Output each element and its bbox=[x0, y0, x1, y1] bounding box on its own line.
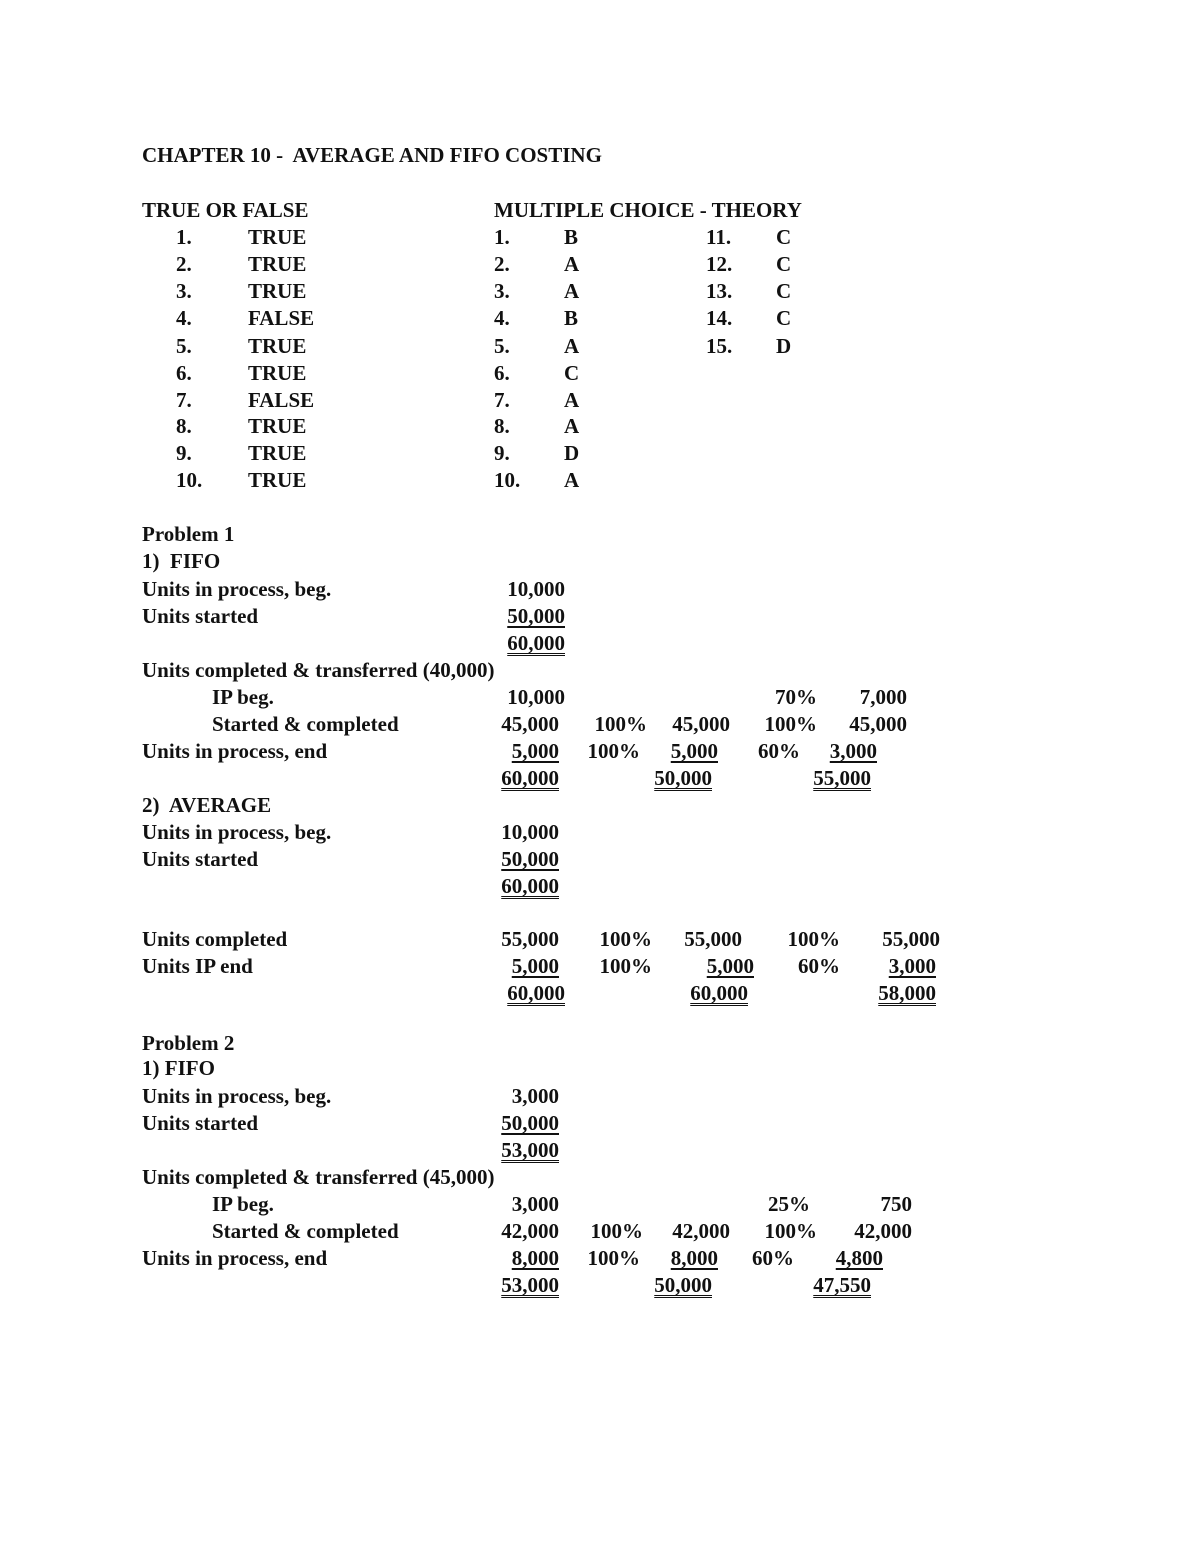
units-total: 60,000 bbox=[501, 766, 559, 790]
tf-answer: TRUE bbox=[248, 252, 307, 276]
equivalent-units: 42,000 bbox=[854, 1219, 912, 1243]
equivalent-units-total: 60,000 bbox=[690, 981, 748, 1005]
row-label: Started & completed bbox=[212, 1219, 399, 1243]
mc-answer: C bbox=[776, 306, 792, 330]
units-total: 53,000 bbox=[501, 1273, 559, 1297]
mc-answer: C bbox=[564, 361, 580, 385]
mc-num: 7. bbox=[494, 388, 510, 412]
mc-answer: C bbox=[776, 279, 792, 303]
percent-value: 100% bbox=[594, 712, 647, 736]
row-label: Units completed & transferred (40,000) bbox=[142, 658, 495, 682]
units-value: 50,000 bbox=[507, 604, 565, 628]
percent-value: 100% bbox=[764, 712, 817, 736]
mc-num: 8. bbox=[494, 414, 510, 438]
equivalent-units-total: 55,000 bbox=[813, 766, 871, 790]
mc-num: 3. bbox=[494, 279, 510, 303]
equivalent-units-total: 50,000 bbox=[654, 766, 712, 790]
percent-value: 60% bbox=[752, 1246, 794, 1270]
mc-answer: A bbox=[564, 279, 580, 303]
equivalent-units-total: 47,550 bbox=[813, 1273, 871, 1297]
row-label: Units in process, beg. bbox=[142, 820, 332, 844]
row-label: Units in process, end bbox=[142, 1246, 328, 1270]
units-value: 50,000 bbox=[501, 847, 559, 871]
mc-answer: B bbox=[564, 306, 579, 330]
mc-num: 9. bbox=[494, 441, 510, 465]
mc-num: 13. bbox=[706, 279, 733, 303]
tf-answer: TRUE bbox=[248, 334, 307, 358]
mc-num: 11. bbox=[706, 225, 732, 249]
units-value: 10,000 bbox=[507, 577, 565, 601]
row-label: IP beg. bbox=[212, 1192, 274, 1216]
equivalent-units: 55,000 bbox=[882, 927, 940, 951]
row-label: Units in process, beg. bbox=[142, 1084, 332, 1108]
mc-num: 4. bbox=[494, 306, 510, 330]
units-total: 53,000 bbox=[501, 1138, 559, 1162]
units-value: 5,000 bbox=[511, 739, 559, 763]
percent-value: 60% bbox=[798, 954, 840, 978]
row-label: Units started bbox=[142, 847, 259, 871]
mc-answer: D bbox=[564, 441, 580, 465]
units-value: 45,000 bbox=[501, 712, 559, 736]
equivalent-units: 42,000 bbox=[672, 1219, 730, 1243]
problem-heading: Problem 2 bbox=[142, 1031, 235, 1055]
tf-answer: TRUE bbox=[248, 441, 307, 465]
row-label: Started & completed bbox=[212, 712, 399, 736]
problem-heading: Problem 1 bbox=[142, 522, 235, 546]
mc-num: 1. bbox=[494, 225, 510, 249]
mc-num: 2. bbox=[494, 252, 510, 276]
equivalent-units: 750 bbox=[880, 1192, 912, 1216]
tf-answer: TRUE bbox=[248, 279, 307, 303]
equivalent-units: 5,000 bbox=[670, 739, 718, 763]
row-label: Units IP end bbox=[142, 954, 253, 978]
units-value: 10,000 bbox=[501, 820, 559, 844]
row-label: Units started bbox=[142, 604, 259, 628]
fifo-heading: 1) FIFO bbox=[142, 549, 221, 573]
tf-answer: FALSE bbox=[248, 306, 315, 330]
mc-num: 5. bbox=[494, 334, 510, 358]
equivalent-units-total: 50,000 bbox=[654, 1273, 712, 1297]
row-label: IP beg. bbox=[212, 685, 274, 709]
tf-num: 5. bbox=[176, 334, 192, 358]
tf-num: 6. bbox=[176, 361, 192, 385]
multiple-choice-heading: MULTIPLE CHOICE - THEORY bbox=[494, 198, 802, 222]
equivalent-units-total: 58,000 bbox=[878, 981, 936, 1005]
percent-value: 100% bbox=[587, 739, 640, 763]
units-value: 3,000 bbox=[511, 1084, 559, 1108]
mc-num: 14. bbox=[706, 306, 733, 330]
percent-value: 100% bbox=[590, 1219, 643, 1243]
tf-answer: TRUE bbox=[248, 468, 307, 492]
row-label: Units completed & transferred (45,000) bbox=[142, 1165, 495, 1189]
mc-answer: A bbox=[564, 468, 580, 492]
percent-value: 100% bbox=[587, 1246, 640, 1270]
equivalent-units: 7,000 bbox=[859, 685, 907, 709]
units-value: 5,000 bbox=[511, 954, 559, 978]
mc-answer: A bbox=[564, 252, 580, 276]
tf-answer: FALSE bbox=[248, 388, 315, 412]
equivalent-units: 4,800 bbox=[835, 1246, 883, 1270]
mc-answer: C bbox=[776, 252, 792, 276]
mc-answer: B bbox=[564, 225, 579, 249]
average-heading: 2) AVERAGE bbox=[142, 793, 272, 817]
tf-num: 2. bbox=[176, 252, 192, 276]
row-label: Units completed bbox=[142, 927, 288, 951]
mc-num: 6. bbox=[494, 361, 510, 385]
equivalent-units: 3,000 bbox=[829, 739, 877, 763]
true-false-heading: TRUE OR FALSE bbox=[142, 198, 309, 222]
mc-answer: D bbox=[776, 334, 792, 358]
tf-num: 10. bbox=[176, 468, 203, 492]
tf-num: 1. bbox=[176, 225, 192, 249]
row-label: Units in process, beg. bbox=[142, 577, 332, 601]
tf-num: 3. bbox=[176, 279, 192, 303]
equivalent-units: 3,000 bbox=[888, 954, 936, 978]
equivalent-units: 8,000 bbox=[670, 1246, 718, 1270]
percent-value: 100% bbox=[599, 954, 652, 978]
units-value: 50,000 bbox=[501, 1111, 559, 1135]
percent-value: 25% bbox=[768, 1192, 810, 1216]
mc-num: 10. bbox=[494, 468, 521, 492]
equivalent-units: 5,000 bbox=[706, 954, 754, 978]
page-title: CHAPTER 10 - AVERAGE AND FIFO COSTING bbox=[142, 143, 602, 167]
mc-answer: C bbox=[776, 225, 792, 249]
mc-num: 12. bbox=[706, 252, 733, 276]
percent-value: 60% bbox=[758, 739, 800, 763]
units-value: 55,000 bbox=[501, 927, 559, 951]
equivalent-units: 45,000 bbox=[849, 712, 907, 736]
mc-answer: A bbox=[564, 414, 580, 438]
row-label: Units started bbox=[142, 1111, 259, 1135]
units-value: 42,000 bbox=[501, 1219, 559, 1243]
units-total: 60,000 bbox=[501, 874, 559, 898]
fifo-heading: 1) FIFO bbox=[142, 1056, 215, 1080]
mc-answer: A bbox=[564, 334, 580, 358]
tf-answer: TRUE bbox=[248, 225, 307, 249]
mc-answer: A bbox=[564, 388, 580, 412]
percent-value: 100% bbox=[787, 927, 840, 951]
units-value: 8,000 bbox=[511, 1246, 559, 1270]
tf-num: 9. bbox=[176, 441, 192, 465]
units-total: 60,000 bbox=[507, 981, 565, 1005]
units-value: 3,000 bbox=[511, 1192, 559, 1216]
equivalent-units: 55,000 bbox=[684, 927, 742, 951]
equivalent-units: 45,000 bbox=[672, 712, 730, 736]
percent-value: 100% bbox=[599, 927, 652, 951]
units-total: 60,000 bbox=[507, 631, 565, 655]
tf-answer: TRUE bbox=[248, 361, 307, 385]
mc-num: 15. bbox=[706, 334, 733, 358]
tf-answer: TRUE bbox=[248, 414, 307, 438]
percent-value: 100% bbox=[764, 1219, 817, 1243]
row-label: Units in process, end bbox=[142, 739, 328, 763]
tf-num: 7. bbox=[176, 388, 192, 412]
percent-value: 70% bbox=[775, 685, 817, 709]
units-value: 10,000 bbox=[507, 685, 565, 709]
tf-num: 8. bbox=[176, 414, 192, 438]
tf-num: 4. bbox=[176, 306, 192, 330]
